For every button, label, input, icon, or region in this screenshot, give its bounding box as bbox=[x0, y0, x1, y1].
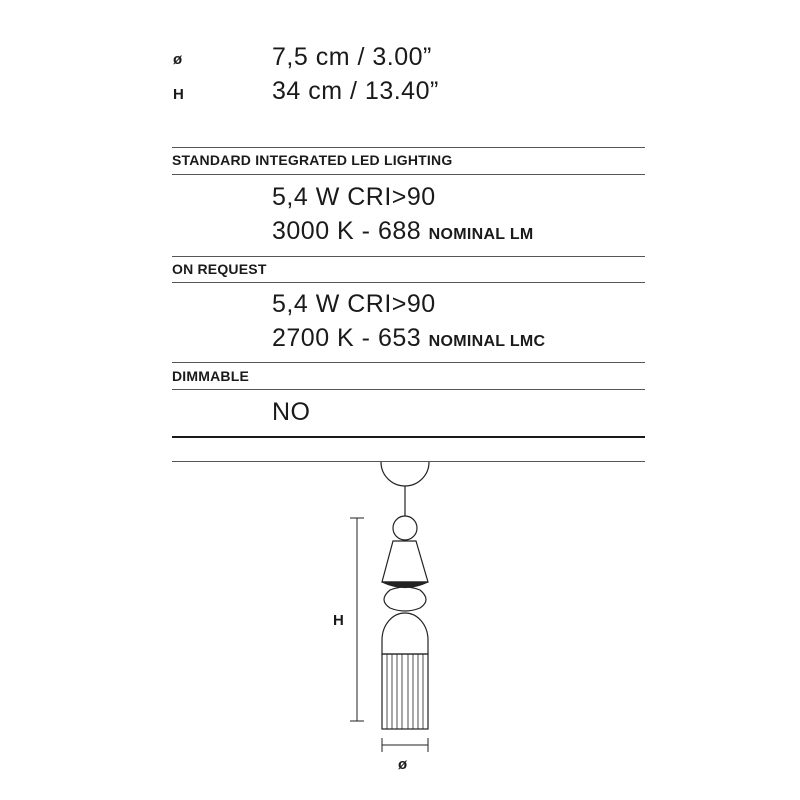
height-symbol: H bbox=[173, 86, 184, 103]
cone-body bbox=[382, 541, 428, 582]
ceiling-canopy bbox=[381, 462, 429, 486]
flutes bbox=[387, 654, 423, 729]
section-label-dimmable: DIMMABLE bbox=[172, 368, 250, 384]
fluted-cylinder bbox=[382, 654, 428, 729]
drawing-diameter-marker: ø bbox=[398, 756, 408, 773]
middle-sphere bbox=[384, 587, 426, 611]
on-request-power: 5,4 W CRI>90 bbox=[272, 290, 436, 318]
height-value: 34 cm / 13.40” bbox=[272, 77, 439, 105]
standard-power: 5,4 W CRI>90 bbox=[272, 183, 436, 211]
drawing-height-marker: H bbox=[333, 612, 344, 629]
dome bbox=[382, 613, 428, 654]
standard-lumen-unit: NOMINAL LM bbox=[428, 226, 534, 243]
section-label-on-request: ON REQUEST bbox=[172, 261, 267, 277]
top-sphere bbox=[393, 516, 417, 540]
dimmable-value: NO bbox=[272, 398, 311, 426]
diameter-symbol: ø bbox=[173, 51, 183, 68]
standard-temperature: 3000 K - 688 bbox=[272, 217, 422, 245]
diameter-value: 7,5 cm / 3.00” bbox=[272, 43, 432, 71]
on-request-lumen-unit: NOMINAL LMC bbox=[428, 333, 546, 350]
on-request-temperature: 2700 K - 653 bbox=[272, 324, 422, 352]
section-label-standard: STANDARD INTEGRATED LED LIGHTING bbox=[172, 152, 453, 168]
